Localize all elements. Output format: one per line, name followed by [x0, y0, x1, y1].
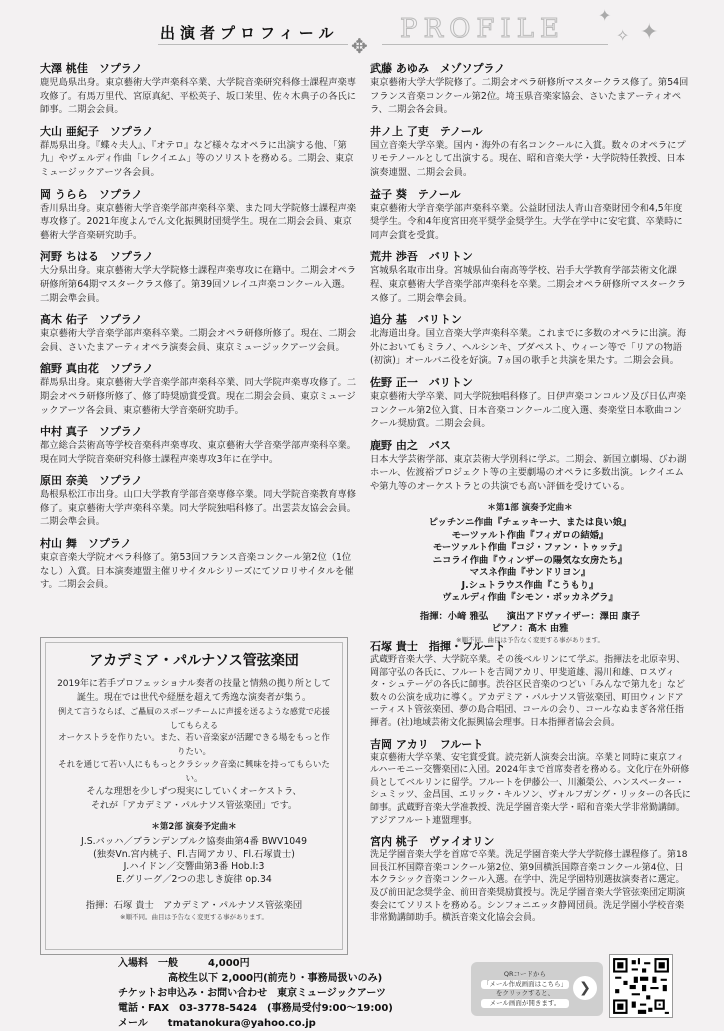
performer-bio: 東京藝術大学卒業、安宅賞受賞。読売新人演奏会出演。卒業と同時に東京フィルハーモニー交響楽団に入団。2024年まで首席奏者を務める。文化庁在外研修員としてベルリンに留学。フルートを伊藤公一、川瀬榮公、ハンスペーター・シュミッツ、金昌国、エリック・キルソン、ヴォルフガング・リッターの各氏に師事。武蔵野音楽大学准教授、洗足学園音楽大学・昭和音楽大学非常勤講師。アジアフルート連盟理事。 — [370, 752, 691, 826]
qr-instruction-line: メール画面が開きます。 — [481, 999, 569, 1009]
qr-instruction-line: 「メール作成画面はこちら」 — [482, 979, 568, 988]
program-item: ニコライ作曲『ウィンザーの陽気な女房たち』 — [432, 554, 628, 566]
performer-name: 大山 亜紀子 ソプラノ — [40, 124, 154, 138]
ensemble-line: オーケストラを作りたい。また、若い音楽家が活躍できる場をもっと作りたい。 — [58, 733, 330, 757]
program-item: ピッチンニ作曲『チェッキーナ、または良い娘』 — [428, 517, 632, 529]
performer-name: 河野 ちはる ソプラノ — [40, 250, 154, 264]
qr-code-image[interactable] — [609, 954, 673, 1018]
program-pianist: ピアノ：髙木 由雅 — [491, 623, 569, 635]
program-staff: 指揮：小﨑 雅弘 演出アドヴァイザー：澤田 康子 — [419, 610, 641, 622]
ensemble-line: それを通じて若い人にももっとクラシック音楽に興味を持ってもらいたい。 — [58, 760, 330, 784]
ensemble-description — [55, 678, 333, 813]
performer-bio: 島根県松江市出身。山口大学教育学部音楽専修卒業。同大学院音楽教育専修修了。東京藝術大学声楽科卒業。同大学院独唱科修了。出雲芸友協会会員。二期会準会員。 — [40, 489, 357, 528]
performer-bio: 宮城県名取市出身。宮城県仙台南高等学校、岩手大学教育学部芸術文化課程、東京藝術大学音楽学部声楽科を卒業。二期会オペラ研修所マスタークラス修了。二期会準会員。 — [370, 265, 687, 304]
profile-entry — [370, 62, 690, 117]
ensemble-title: アカデミア・パルナソス管弦楽団 — [89, 653, 299, 669]
profile-entry — [40, 313, 358, 354]
ensemble-line: それが「アカデミア・パルナソス管弦楽団」です。 — [91, 800, 297, 811]
profile-entry — [40, 425, 358, 466]
ticket-price-student: 高校生以下 2,000円(前売り・事務局扱いのみ) — [168, 973, 383, 984]
qr-instruction-line: をクリックすると、 — [495, 989, 555, 997]
qr-mail-button[interactable] — [471, 962, 603, 1016]
performer-bio: 東京藝術大学卒業、同大学院独唱科修了。日伊声楽コンコルソ及び日仏声楽コンクール第2位入賞、日本音楽コンクール二度入選、奏楽堂日本歌曲コンクール奨励賞。二期会会員。 — [370, 390, 687, 430]
right-profiles — [370, 62, 690, 645]
performer-name: 岡 うらら ソプラノ — [40, 187, 143, 201]
qr-instruction-line: QRコードから — [503, 970, 547, 978]
profile-entry — [40, 125, 358, 180]
performer-bio: 洗足学園音楽大学を首席で卒業。洗足学園音楽大学大学院修士課程修了。第18回長江杯国際音楽コンクール第2位、第9回横浜国際音楽コンクール第4位、日本クラシック音楽コンクール入選。在学中、洗足学園特別選抜演奏者に選定。及び前田記念奨学金、前田音楽奨励賞授与。洗足学園音楽大学管弦楽団定期演奏会にてソリストを務める。シンフォニエッタ静岡団員。洗足学園小学校音楽非常勤講師助手。横浜音楽文化協会会員。 — [370, 850, 688, 924]
program-item: E.グリーグ／2つの悲しき旋律 op.34 — [116, 873, 272, 885]
ticket-contact: チケットお申込み・お問い合わせ 東京ミュージックアーツ — [118, 988, 386, 999]
ensemble-line: 2019年に若手プロフェッショナル奏者の技量と情熱の拠り所として — [57, 679, 331, 689]
program-part1 — [370, 501, 690, 645]
ticket-price-general: 入場料 一般 4,000円 — [118, 958, 250, 969]
profile-entry — [370, 738, 692, 828]
performer-bio: 国立音楽大学卒業。国内・海外の有名コンクールに入賞。数々のオペラにプリモテノールとして出演する。現在、昭和音楽大学・大学院特任教授、日本演奏連盟、二期会会員。 — [370, 139, 686, 178]
ensemble-line: 例えて言うならば、ご贔屓のスポーツチームに声援を送るような感覚で応援してもらえる — [58, 707, 330, 730]
program-item: (独奏Vn.宮内桃子、Fl.吉岡アカリ、Fl.石塚貴士) — [93, 848, 295, 860]
program-item: モーツァルト作曲『コジ・ファン・トゥッテ』 — [433, 542, 627, 554]
program-title: ＊第2部 演奏予定曲＊ — [151, 822, 237, 832]
program-item: J.ハイドン／交響曲第3番 Hob.I:3 — [123, 861, 265, 872]
sparkle-icon: ✦ — [640, 20, 659, 45]
chevron-right-icon[interactable]: ❯ — [573, 976, 597, 1000]
profile-entry — [370, 640, 692, 730]
header-underline-right — [382, 44, 608, 45]
qr-instructions — [481, 970, 569, 1008]
profile-entry — [370, 250, 690, 305]
page-title: 出演者プロフィール — [160, 24, 339, 42]
performer-name: 大澤 桃佳 ソプラノ — [40, 62, 143, 75]
diamond-ornament-icon: ✥ — [351, 34, 368, 58]
performer-name: 村山 舞 ソプラノ — [40, 537, 132, 551]
performer-bio: 東京藝術大学音楽学部声楽科卒業。二期会オペラ研修所修了。現在、二期会会員、さいたまアーティオペラ演奏会員、東京ミュージックアーツ会員。 — [40, 328, 357, 353]
ticket-phone: 電話・FAX 03-3778-5424 (事務局受付9:00～19:00) — [118, 1003, 393, 1014]
performer-bio: 都立総合芸術高等学校音楽科声楽専攻、東京藝術大学音楽学部声楽科卒業。現在同大学院音楽研究科修士課程声楽専攻3年に在学中。 — [40, 440, 357, 465]
performer-bio: 鹿児島県出身。東京藝術大学声楽科卒業、大学院音楽研究科修士課程声楽専攻修了。有馬万里代、宮原真紀、平松英子、坂口茉里、佐々木典子の各氏に師事。二期会会員。 — [40, 77, 357, 116]
ticket-email[interactable]: メール tmatanokura@yahoo.co.jp — [118, 1018, 316, 1029]
profile-entry — [370, 835, 692, 925]
program-item: J.シュトラウス作曲『こうもり』 — [461, 579, 599, 591]
performer-name: 宮内 桃子 ヴァイオリン — [370, 835, 495, 849]
performer-name: 益子 葵 テノール — [370, 187, 461, 201]
performer-name: 荒井 渉吾 バリトン — [370, 250, 473, 264]
profile-entry — [40, 537, 358, 592]
sparkle-icon: ✦ — [598, 6, 612, 25]
profile-entry — [370, 376, 690, 431]
left-profiles — [40, 62, 358, 600]
performer-bio: 群馬県出身。東京藝術大学音楽学部声楽科卒業、同大学院声楽専攻修了。二期会オペラ研修所修了、修了時奨励賞受賞。現在二期会会員、東京ミュージックアーツ各会員、東京藝術大学音楽研究助手。 — [40, 377, 357, 416]
performer-name: 舘野 真由花 ソプラノ — [40, 362, 154, 376]
performer-bio: 香川県出身。東京藝術大学音楽学部声楽科卒業、また同大学院修士課程声楽専攻修了。2021年度よんでん文化振興財団奨学生。現在二期会会員、東京藝術大学音楽研究助手。 — [40, 202, 357, 241]
profile-entry — [40, 474, 358, 529]
program-item: ヴェルディ作曲『シモン・ボッカネグラ』 — [442, 592, 618, 604]
ensemble-line: 誕生。現在では世代や経歴を超えて秀逸な演奏者が集う。 — [76, 692, 311, 703]
ensemble-box — [40, 637, 348, 955]
performer-name: 吉岡 アカリ フルート — [370, 737, 484, 751]
profile-decor-word: PROFILE — [400, 14, 565, 44]
program-item: J.S.バッハ／ブランデンブルク協奏曲第4番 BWV1049 — [81, 836, 307, 847]
performer-bio: 北海道出身。国立音楽大学声楽科卒業。これまでに多数のオペラに出演。海外においてもミラノ、ヘルシンキ、ブダペスト、ウィーン等で「リアの物語(初演)」オールバニ役を好演。7ヵ国の歌手と共演を果たす。二期会会員。 — [370, 328, 687, 367]
program-title: ＊第1部 演奏予定曲＊ — [487, 503, 573, 514]
performer-name: 佐野 正一 バリトン — [370, 375, 473, 389]
performer-name: 原田 奈美 ソプラノ — [40, 474, 143, 488]
orchestra-profiles — [370, 640, 692, 933]
program-note: ※順不同。曲目は予告なく変更する事があります。 — [120, 912, 268, 921]
profile-entry — [370, 439, 690, 494]
performer-name: 鹿野 由之 バス — [370, 438, 451, 452]
performer-name: 追分 基 バリトン — [370, 313, 462, 327]
program-part2 — [51, 818, 337, 922]
profile-entry — [40, 188, 358, 243]
profile-entry — [370, 188, 690, 243]
program-item: マスネ作曲『サンドリヨン』 — [469, 567, 591, 579]
performer-bio: 東京音楽大学院オペラ科修了。第53回フランス音楽コンクール第2位（1位なし）入賞。日本演奏連盟主催リサイタルシリーズにてソロリサイタルを催す。二期会会員。 — [40, 552, 354, 591]
profile-entry — [40, 362, 358, 417]
performer-bio: 東京藝術大学音楽学部声楽科卒業。公益財団法人青山音楽財団令和4,5年度奨学生。令和4年度宮田亮平奨学金奨学生。大学在学中に安宅賞、卒業時に同声会賞を受賞。 — [370, 202, 683, 241]
performer-bio: 東京藝術大学大学院修了。二期会オペラ研修所マスタークラス修了。第54回フランス音楽コンクール第2位。埼玉県音楽家協会、さいたまアーティオペラ、二期会各会員。 — [370, 77, 689, 116]
profile-entry — [370, 125, 690, 180]
performer-bio: 大分県出身。東京藝術大学大学院修士課程声楽専攻に在籍中。二期会オペラ研修所第64期マスタークラス修了。第39回ソレイユ声楽コンクール入選。二期会準会員。 — [40, 265, 357, 304]
program-note: ※順不同。曲目は予告なく変更する事があります。 — [456, 635, 604, 644]
sparkle-icon: ✧ — [616, 26, 630, 45]
performer-name: 石塚 貴士 指揮・フルート — [370, 640, 506, 653]
performer-name: 井ノ上 了吏 テノール — [370, 124, 483, 138]
performer-bio: 武蔵野音楽大学、大学院卒業。その後ベルリンにて学ぶ。指揮法を北原幸男、岡部守弘の各氏に、フルートを吉岡アカリ、甲斐道雄、湯川和雄、ロスヴィタ・シュテーゲの各氏に師事。渋谷区民音楽のつどい「みんなで第九を」など数々の公演を成功に導く。アカデミア・パルナソス管弦楽団、町田ウィンドアーティスト管弦楽団、夢の島合唱団、コールの会り、コールなぬまぎ各常任指揮者。(社)地域芸術文化振興協会理事。日本指揮者協会会員。 — [370, 655, 686, 728]
program-staff: 指揮：石塚 貴士 アカデミア・パルナソス管弦楽団 — [85, 900, 303, 911]
profile-entry — [40, 250, 358, 305]
program-item: モーツァルト作曲『フィガロの結婚』 — [451, 529, 609, 541]
ensemble-line: そんな理想を少しずつ現実にしていくオーケストラ、 — [86, 787, 302, 797]
header-underline — [158, 44, 348, 45]
profile-entry — [40, 62, 358, 117]
ticket-info — [118, 956, 478, 1031]
performer-name: 中村 真子 ソプラノ — [40, 425, 143, 439]
profile-entry — [370, 313, 690, 368]
performer-name: 武藤 あゆみ メゾソプラノ — [370, 62, 506, 75]
performer-name: 髙木 佑子 ソプラノ — [40, 313, 143, 327]
performer-bio: 日本大学芸術学部、東京芸術大学別科に学ぶ。二期会、新国立劇場、びわ湖ホール、佐渡裕プロジェクト等の主要劇場のオペラに多数出演。レクイエムや第九等のオーケストラとの共演でも高い評価を受けている。 — [370, 453, 687, 492]
performer-bio: 群馬県出身。『蝶々夫人』、『オテロ』など様々なオペラに出演する他、「第九」やヴェルディ作曲「レクイエム」等のソリストを務める。二期会、東京ミュージックアーツ各会員。 — [40, 139, 354, 178]
